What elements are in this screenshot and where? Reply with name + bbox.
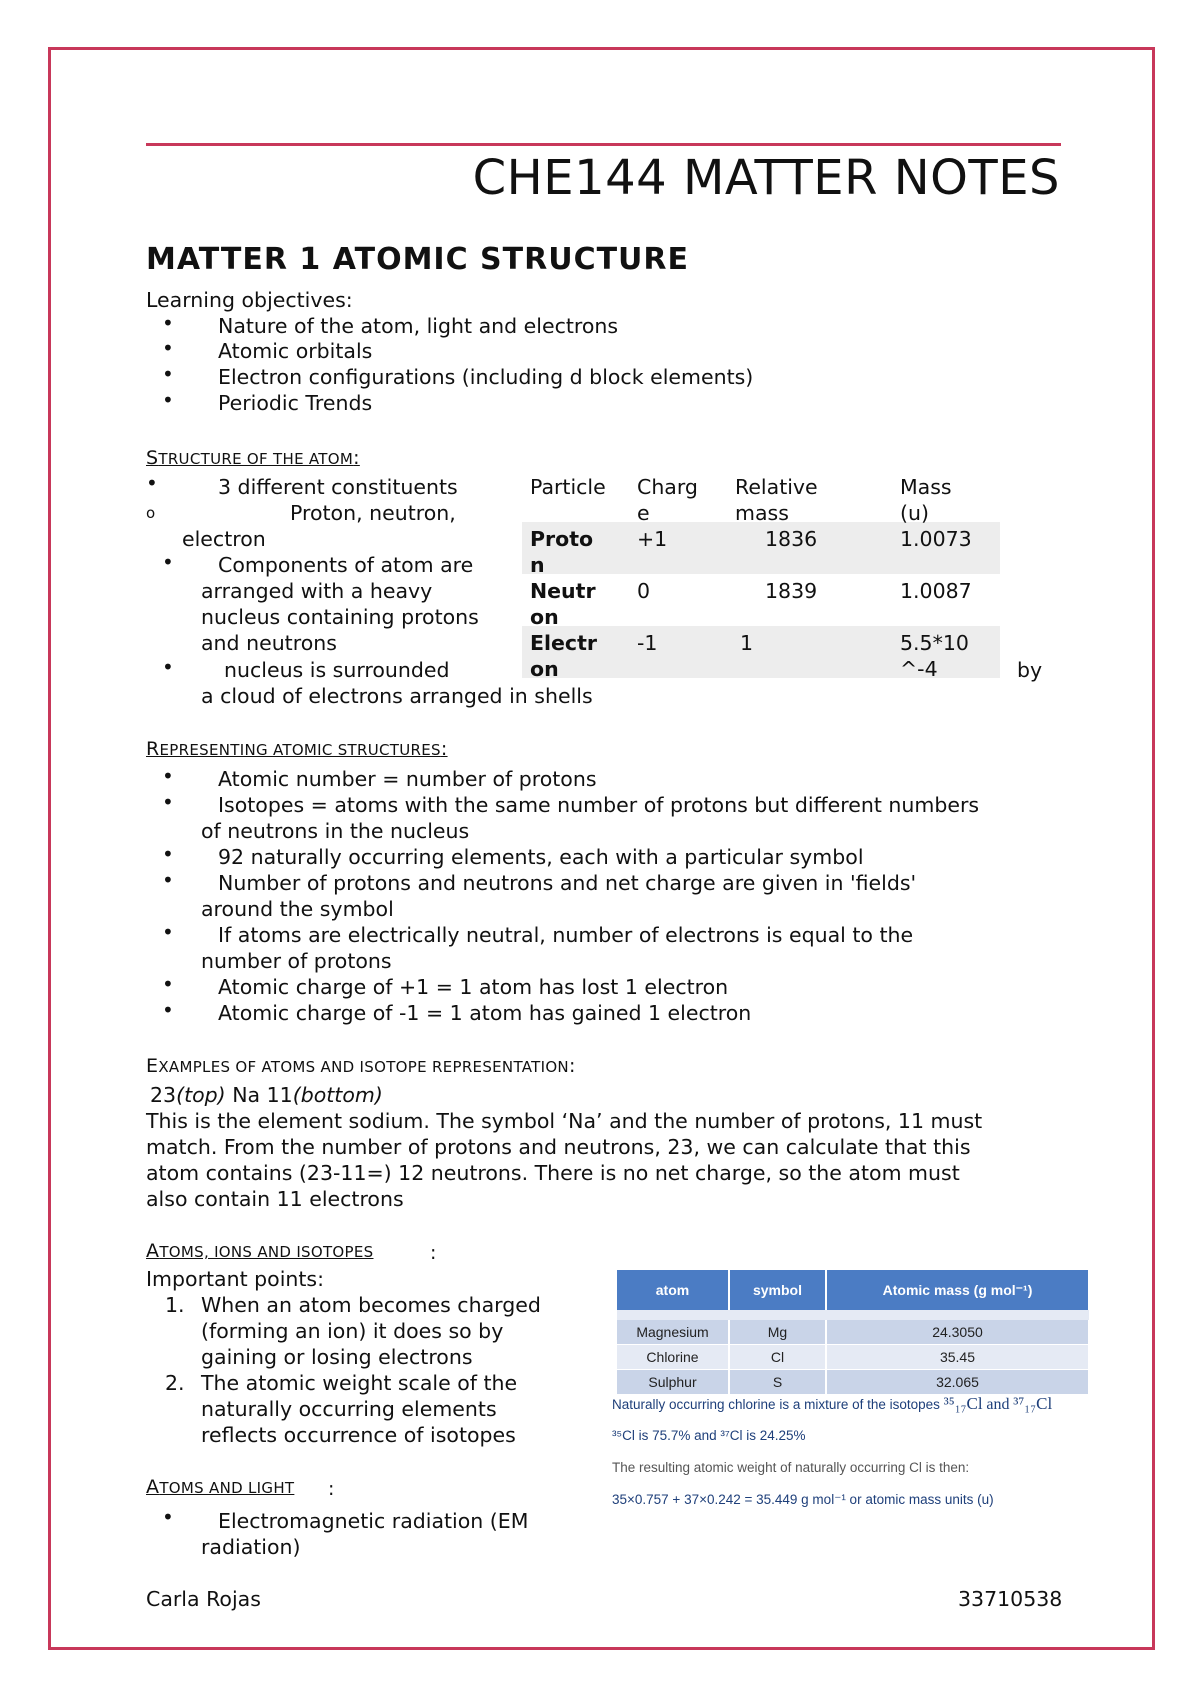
sub-bullet-icon: o bbox=[146, 504, 156, 522]
bullet-icon: • bbox=[162, 655, 174, 679]
list-item: gaining or losing electrons bbox=[201, 1345, 473, 1369]
table-header: atom bbox=[617, 1270, 729, 1310]
list-item: (forming an ion) it does so by bbox=[201, 1319, 504, 1343]
list-item: Components of atom are bbox=[218, 553, 474, 577]
bullet-icon: • bbox=[162, 388, 174, 412]
list-item: naturally occurring elements bbox=[201, 1397, 497, 1421]
section-heading: MATTER 1 ATOMIC STRUCTURE bbox=[146, 242, 690, 277]
list-item: Atomic number = number of protons bbox=[218, 767, 597, 791]
heading-colon: : bbox=[328, 1478, 335, 1500]
table-cell: 24.3050 bbox=[826, 1320, 1089, 1345]
footer-student-id: 33710538 bbox=[958, 1587, 1063, 1611]
isotope-note: Naturally occurring chlorine is a mixture of the isotopes ³⁵₁₇Cl and ³⁷₁₇Cl bbox=[612, 1394, 1053, 1413]
list-item: radiation) bbox=[201, 1535, 301, 1559]
title-rule bbox=[146, 143, 1061, 146]
list-item: reflects occurrence of isotopes bbox=[201, 1423, 516, 1447]
list-item: Electromagnetic radiation (EM bbox=[218, 1509, 529, 1533]
table-cell: on bbox=[530, 657, 559, 681]
bullet-icon: • bbox=[162, 842, 174, 866]
bullet-icon: • bbox=[162, 998, 174, 1022]
atoms-ions-heading: ATOMS, IONS AND ISOTOPES bbox=[146, 1240, 374, 1262]
list-item: Periodic Trends bbox=[218, 391, 373, 415]
table-cell: 0 bbox=[637, 579, 651, 603]
table-cell: 1.0087 bbox=[900, 579, 972, 603]
isotope-percent-note: ³⁵Cl is 75.7% and ³⁷Cl is 24.25% bbox=[612, 1428, 806, 1443]
table-cell: 35.45 bbox=[826, 1345, 1089, 1370]
atomic-mass-table bbox=[617, 1270, 1090, 1395]
list-item: Atomic charge of +1 = 1 atom has lost 1 electron bbox=[218, 975, 729, 999]
table-cell: S bbox=[729, 1370, 826, 1395]
list-item: Proton, neutron, bbox=[290, 501, 456, 525]
table-cell: Sulphur bbox=[617, 1370, 729, 1395]
page-title: CHE144 MATTER NOTES bbox=[472, 150, 1060, 206]
examples-heading: EXAMPLES OF ATOMS AND ISOTOPE REPRESENTATION: bbox=[146, 1055, 576, 1077]
list-item: arranged with a heavy bbox=[201, 579, 433, 603]
list-item: 3 different constituents bbox=[218, 475, 458, 499]
table-cell: 1.0073 bbox=[900, 527, 972, 551]
table-cell: 1839 bbox=[765, 579, 818, 603]
table-cell: n bbox=[530, 553, 545, 577]
list-item: Number of protons and neutrons and net charge are given in 'fields' bbox=[218, 871, 917, 895]
paragraph-line: atom contains (23-11=) 12 neutrons. There is no net charge, so the atom must bbox=[146, 1161, 960, 1185]
table-header: Mass bbox=[900, 475, 952, 499]
learning-label: Learning objectives: bbox=[146, 288, 353, 312]
list-item: If atoms are electrically neutral, number of electrons is equal to the bbox=[218, 923, 914, 947]
bullet-icon: • bbox=[162, 868, 174, 892]
table-header: (u) bbox=[900, 501, 929, 525]
table-cell: Proto bbox=[530, 527, 594, 551]
list-item: Isotopes = atoms with the same number of protons but different numbers bbox=[218, 793, 980, 817]
list-item: When an atom becomes charged bbox=[201, 1293, 541, 1317]
bullet-icon: • bbox=[146, 471, 158, 495]
representing-heading: REPRESENTING ATOMIC STRUCTURES: bbox=[146, 738, 448, 760]
list-number: 2. bbox=[165, 1371, 185, 1395]
bullet-icon: • bbox=[162, 1505, 174, 1529]
list-item: nucleus is surrounded bbox=[224, 658, 450, 682]
paragraph-line: This is the element sodium. The symbol ‘Na’ and the number of protons, 11 must bbox=[146, 1109, 983, 1133]
list-item: of neutrons in the nucleus bbox=[201, 819, 470, 843]
table-cell: Magnesium bbox=[617, 1320, 729, 1345]
bullet-icon: • bbox=[162, 336, 174, 360]
paragraph-line: match. From the number of protons and neutrons, 23, we can calculate that this bbox=[146, 1135, 971, 1159]
list-item: around the symbol bbox=[201, 897, 394, 921]
heading-colon: : bbox=[430, 1242, 437, 1264]
intro-text: Important points: bbox=[146, 1267, 325, 1291]
table-header: mass bbox=[735, 501, 789, 525]
table-cell: ^-4 bbox=[900, 657, 938, 681]
footer-author: Carla Rojas bbox=[146, 1587, 261, 1611]
bullet-icon: • bbox=[162, 311, 174, 335]
list-item: Nature of the atom, light and electrons bbox=[218, 314, 619, 338]
list-item: and neutrons bbox=[201, 631, 337, 655]
table-header: Particle bbox=[530, 475, 606, 499]
table-cell: Cl bbox=[729, 1345, 826, 1370]
bullet-icon: • bbox=[162, 550, 174, 574]
table-cell: 1 bbox=[740, 631, 754, 655]
table-header: symbol bbox=[729, 1270, 826, 1310]
list-item: by bbox=[1017, 658, 1043, 682]
list-item: number of protons bbox=[201, 949, 392, 973]
table-header: Relative bbox=[735, 475, 818, 499]
atomic-weight-calc: 35×0.757 + 37×0.242 = 35.449 g mol⁻¹ or atomic mass units (u) bbox=[612, 1492, 994, 1507]
bullet-icon: • bbox=[162, 764, 174, 788]
list-item: nucleus containing protons bbox=[201, 605, 479, 629]
table-cell: on bbox=[530, 605, 559, 629]
list-item: Atomic charge of -1 = 1 atom has gained 1 electron bbox=[218, 1001, 752, 1025]
structure-heading: STRUCTURE OF THE ATOM: bbox=[146, 447, 360, 469]
list-item: 92 naturally occurring elements, each with a particular symbol bbox=[218, 845, 864, 869]
table-cell: 32.065 bbox=[826, 1370, 1089, 1395]
bullet-icon: • bbox=[162, 790, 174, 814]
table-cell: 5.5*10 bbox=[900, 631, 969, 655]
atomic-weight-note: The resulting atomic weight of naturally occurring Cl is then: bbox=[612, 1460, 970, 1475]
table-header: Charg bbox=[637, 475, 698, 499]
table-cell: +1 bbox=[637, 527, 668, 551]
list-item: electron bbox=[182, 527, 266, 551]
table-cell: 1836 bbox=[765, 527, 818, 551]
bullet-icon: • bbox=[162, 362, 174, 386]
isotope-notation: 23(top) Na 11(bottom) bbox=[150, 1083, 383, 1107]
table-cell: Electr bbox=[530, 631, 597, 655]
list-item: Electron configurations (including d block elements) bbox=[218, 365, 754, 389]
table-cell: Mg bbox=[729, 1320, 826, 1345]
list-item: The atomic weight scale of the bbox=[201, 1371, 518, 1395]
table-header: Atomic mass (g mol⁻¹) bbox=[826, 1270, 1089, 1310]
bullet-icon: • bbox=[162, 920, 174, 944]
table-cell: -1 bbox=[637, 631, 658, 655]
list-number: 1. bbox=[165, 1293, 185, 1317]
table-cell: Chlorine bbox=[617, 1345, 729, 1370]
atoms-light-heading: ATOMS AND LIGHT bbox=[146, 1476, 295, 1498]
table-header: e bbox=[637, 501, 650, 525]
bullet-icon: • bbox=[162, 972, 174, 996]
list-item: Atomic orbitals bbox=[218, 339, 373, 363]
table-cell: Neutr bbox=[530, 579, 596, 603]
list-item: a cloud of electrons arranged in shells bbox=[201, 684, 593, 708]
paragraph-line: also contain 11 electrons bbox=[146, 1187, 404, 1211]
